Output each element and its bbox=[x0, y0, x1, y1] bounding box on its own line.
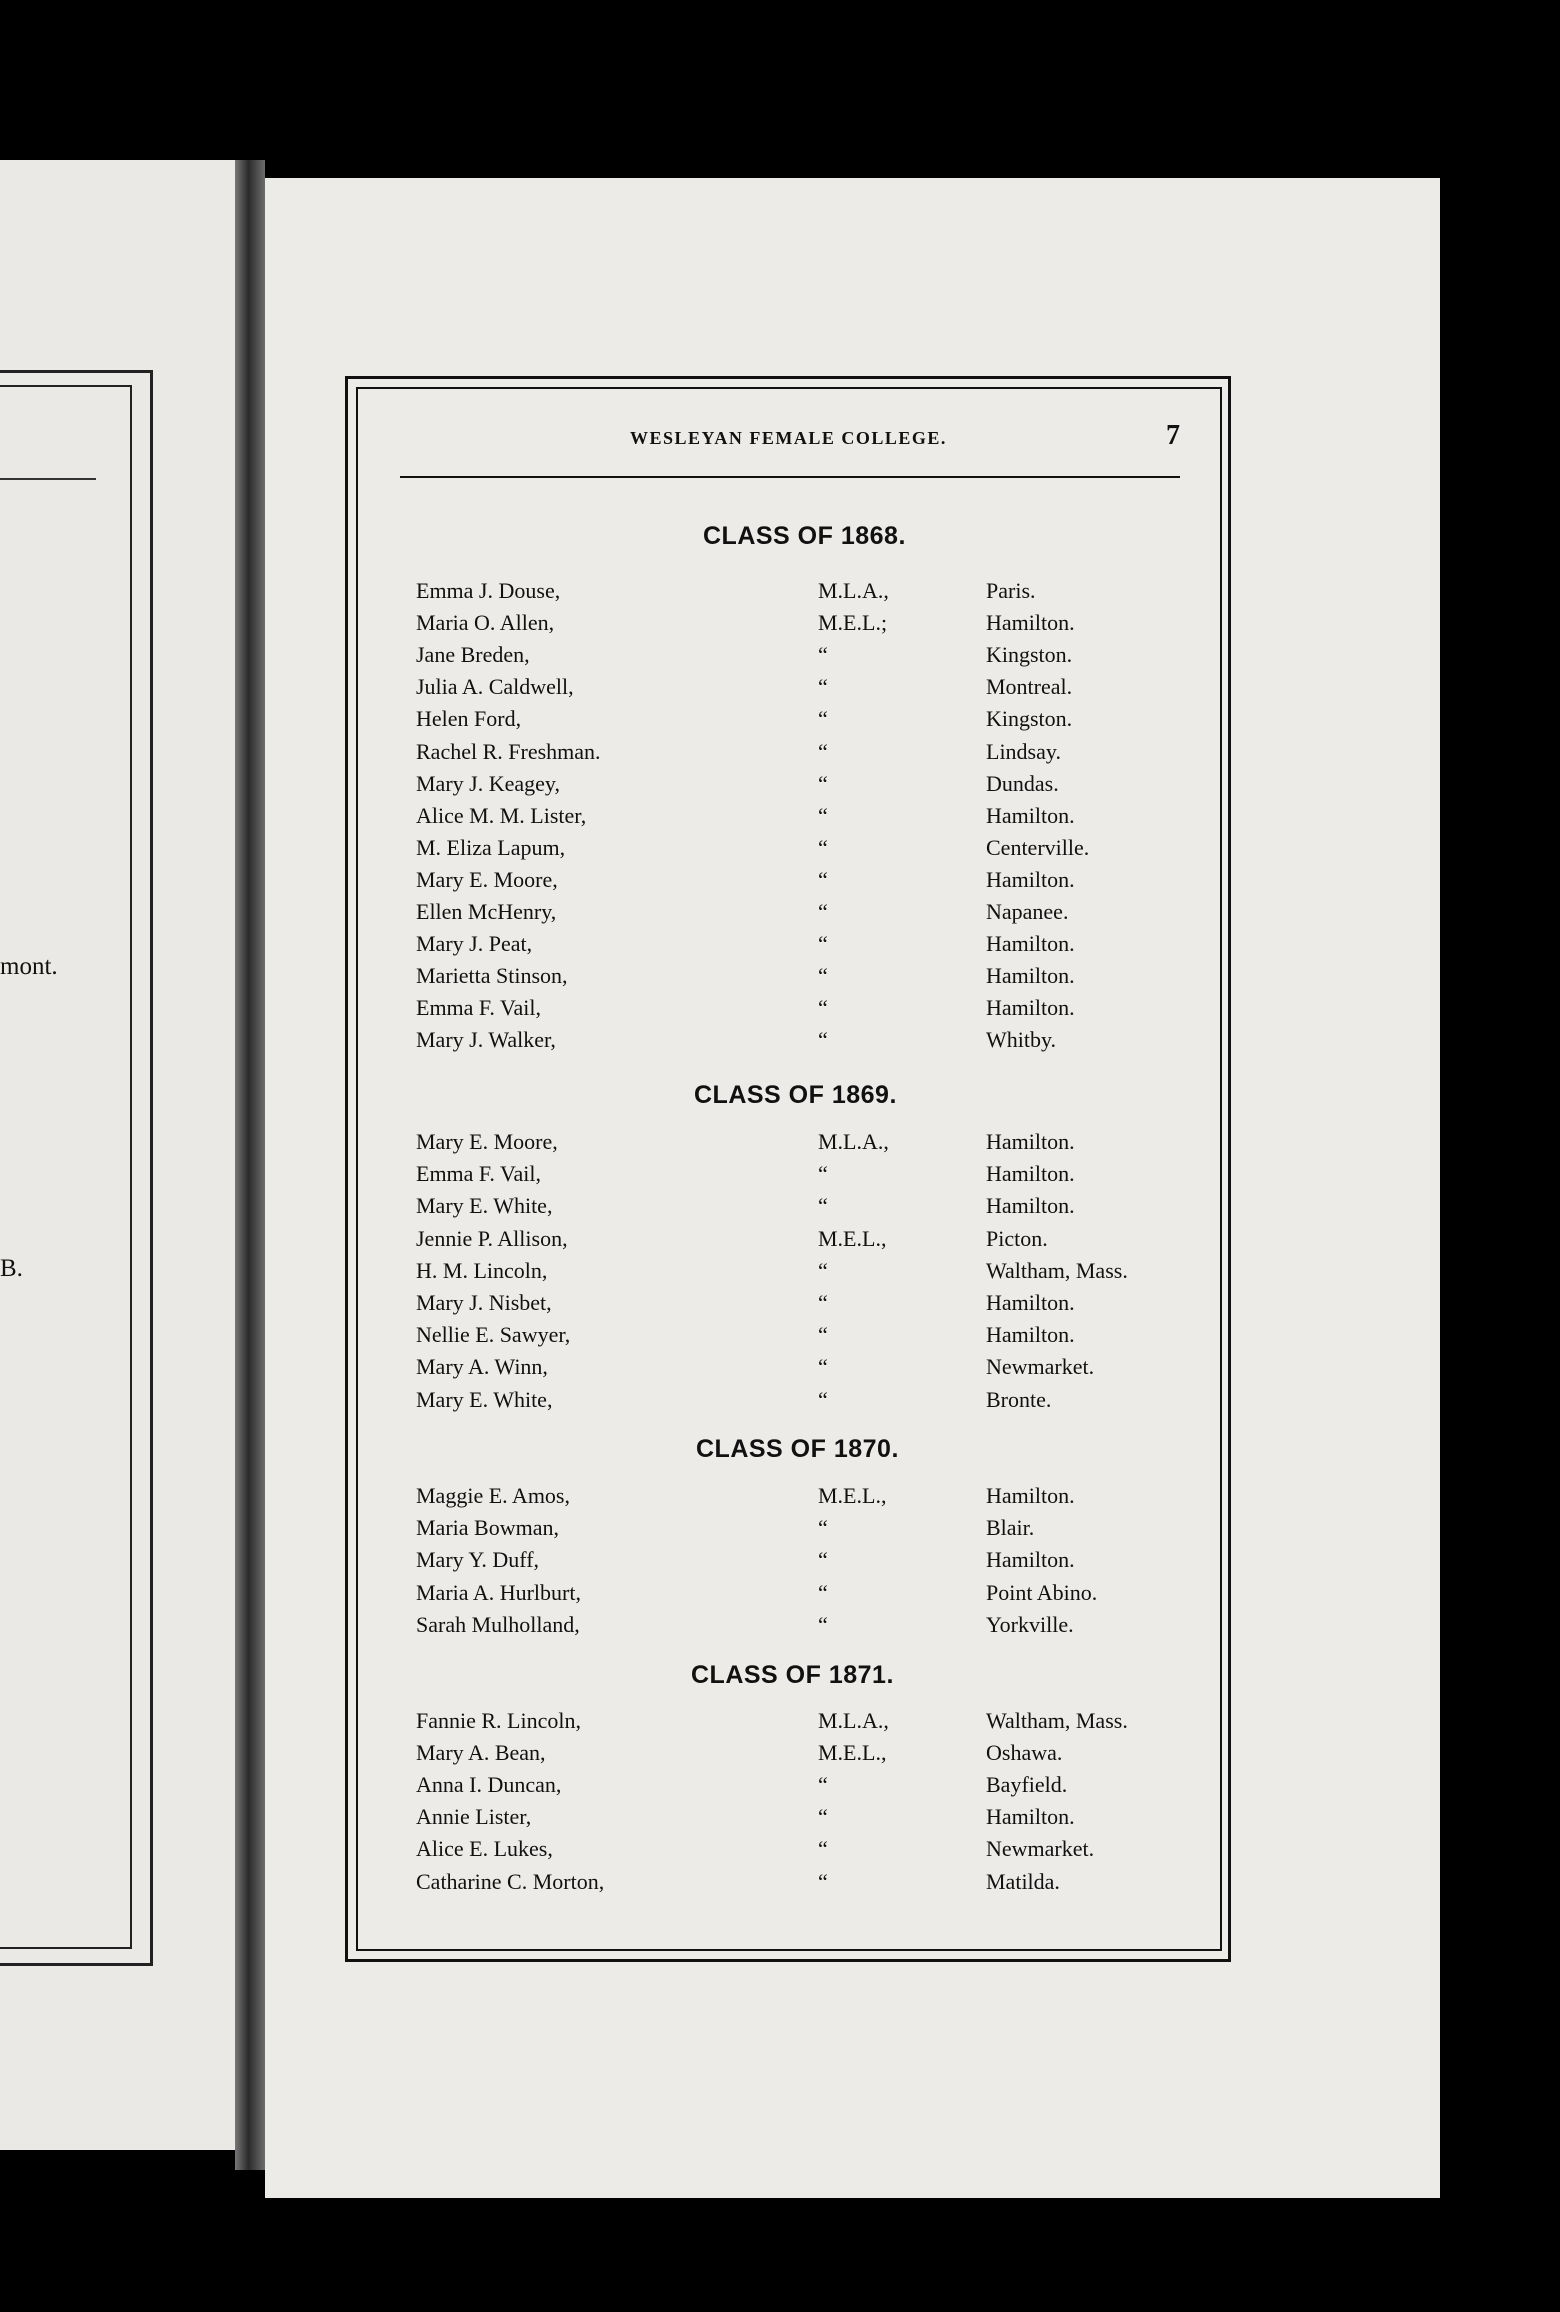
student-residence: Newmarket. bbox=[986, 1836, 1095, 1861]
student-degree: “ bbox=[818, 1354, 828, 1379]
student-name: Sarah Mulholland, bbox=[416, 1612, 580, 1637]
student-residence: Hamilton. bbox=[986, 1547, 1075, 1572]
student-row bbox=[0, 1387, 1560, 1417]
student-row bbox=[0, 803, 1560, 833]
student-residence: Hamilton. bbox=[986, 963, 1075, 988]
student-residence: Centerville. bbox=[986, 835, 1090, 860]
student-degree: “ bbox=[818, 706, 828, 731]
student-name: Emma F. Vail, bbox=[416, 995, 541, 1020]
student-degree: M.L.A., bbox=[818, 1708, 889, 1733]
student-row bbox=[0, 1226, 1560, 1256]
student-row bbox=[0, 1354, 1560, 1384]
previous-page-fragment: mont. bbox=[0, 953, 58, 980]
student-row bbox=[0, 1708, 1560, 1738]
student-name: Mary E. Moore, bbox=[416, 867, 558, 892]
student-residence: Bayfield. bbox=[986, 1772, 1068, 1797]
student-name: Jennie P. Allison, bbox=[416, 1226, 568, 1251]
student-name: Helen Ford, bbox=[416, 706, 522, 731]
student-row bbox=[0, 1161, 1560, 1191]
student-row bbox=[0, 867, 1560, 897]
student-name: Catharine C. Morton, bbox=[416, 1869, 605, 1894]
student-residence: Hamilton. bbox=[986, 1804, 1075, 1829]
student-name: Mary J. Nisbet, bbox=[416, 1290, 552, 1315]
student-name: Mary J. Walker, bbox=[416, 1027, 556, 1052]
student-row bbox=[0, 1322, 1560, 1352]
student-residence: Hamilton. bbox=[986, 610, 1075, 635]
previous-page-fragment: B. bbox=[0, 1255, 23, 1282]
student-name: Maria Bowman, bbox=[416, 1515, 559, 1540]
student-residence: Hamilton. bbox=[986, 1322, 1075, 1347]
student-degree: “ bbox=[818, 803, 828, 828]
student-name: Nellie E. Sawyer, bbox=[416, 1322, 571, 1347]
student-degree: “ bbox=[818, 1322, 828, 1347]
student-row bbox=[0, 899, 1560, 929]
student-row bbox=[0, 995, 1560, 1025]
student-name: Fannie R. Lincoln, bbox=[416, 1708, 581, 1733]
student-name: Maria A. Hurlburt, bbox=[416, 1580, 581, 1605]
student-residence: Newmarket. bbox=[986, 1354, 1095, 1379]
student-residence: Point Abino. bbox=[986, 1580, 1098, 1605]
class-heading: CLASS OF 1870. bbox=[696, 1435, 899, 1463]
student-name: Marietta Stinson, bbox=[416, 963, 568, 988]
student-degree: “ bbox=[818, 1580, 828, 1605]
student-degree: “ bbox=[818, 867, 828, 892]
student-residence: Kingston. bbox=[986, 706, 1073, 731]
student-name: Anna I. Duncan, bbox=[416, 1772, 562, 1797]
student-degree: M.E.L., bbox=[818, 1483, 887, 1508]
class-heading: CLASS OF 1868. bbox=[703, 522, 906, 550]
student-degree: “ bbox=[818, 674, 828, 699]
student-name: Alice M. M. Lister, bbox=[416, 803, 587, 828]
student-row bbox=[0, 1515, 1560, 1545]
student-row bbox=[0, 1772, 1560, 1802]
student-residence: Yorkville. bbox=[986, 1612, 1074, 1637]
student-degree: “ bbox=[818, 995, 828, 1020]
student-degree: “ bbox=[818, 642, 828, 667]
student-degree: M.L.A., bbox=[818, 578, 889, 603]
student-residence: Whitby. bbox=[986, 1027, 1057, 1052]
student-residence: Picton. bbox=[986, 1226, 1048, 1251]
student-residence: Oshawa. bbox=[986, 1740, 1063, 1765]
student-row bbox=[0, 610, 1560, 640]
running-title: WESLEYAN FEMALE COLLEGE. bbox=[630, 428, 947, 448]
student-row bbox=[0, 642, 1560, 672]
student-name: Annie Lister, bbox=[416, 1804, 532, 1829]
student-residence: Hamilton. bbox=[986, 867, 1075, 892]
student-row bbox=[0, 1129, 1560, 1159]
student-degree: “ bbox=[818, 1193, 828, 1218]
student-residence: Hamilton. bbox=[986, 803, 1075, 828]
student-degree: “ bbox=[818, 771, 828, 796]
student-residence: Lindsay. bbox=[986, 739, 1061, 764]
student-name: Emma F. Vail, bbox=[416, 1161, 541, 1186]
student-residence: Blair. bbox=[986, 1515, 1035, 1540]
student-degree: “ bbox=[818, 1161, 828, 1186]
student-degree: “ bbox=[818, 1387, 828, 1412]
student-name: Jane Breden, bbox=[416, 642, 530, 667]
student-residence: Hamilton. bbox=[986, 1483, 1075, 1508]
student-degree: M.E.L., bbox=[818, 1740, 887, 1765]
student-degree: “ bbox=[818, 835, 828, 860]
student-name: Mary A. Bean, bbox=[416, 1740, 546, 1765]
student-residence: Waltham, Mass. bbox=[986, 1258, 1128, 1283]
student-row bbox=[0, 835, 1560, 865]
student-residence: Hamilton. bbox=[986, 1193, 1075, 1218]
student-row bbox=[0, 1580, 1560, 1610]
student-residence: Montreal. bbox=[986, 674, 1073, 699]
student-row bbox=[0, 1193, 1560, 1223]
student-row bbox=[0, 1869, 1560, 1899]
student-name: M. Eliza Lapum, bbox=[416, 835, 566, 860]
student-row bbox=[0, 771, 1560, 801]
student-name: Alice E. Lukes, bbox=[416, 1836, 553, 1861]
student-row bbox=[0, 739, 1560, 769]
student-degree: “ bbox=[818, 1772, 828, 1797]
student-name: H. M. Lincoln, bbox=[416, 1258, 548, 1283]
student-name: Mary E. White, bbox=[416, 1387, 553, 1412]
student-name: Mary Y. Duff, bbox=[416, 1547, 540, 1572]
student-name: Emma J. Douse, bbox=[416, 578, 561, 603]
student-degree: M.E.L., bbox=[818, 1226, 887, 1251]
student-degree: “ bbox=[818, 1547, 828, 1572]
student-row bbox=[0, 1290, 1560, 1320]
student-name: Ellen McHenry, bbox=[416, 899, 557, 924]
student-degree: M.L.A., bbox=[818, 1129, 889, 1154]
student-degree: “ bbox=[818, 899, 828, 924]
student-row bbox=[0, 1836, 1560, 1866]
student-degree: “ bbox=[818, 1836, 828, 1861]
student-row bbox=[0, 1483, 1560, 1513]
student-degree: “ bbox=[818, 1027, 828, 1052]
student-residence: Hamilton. bbox=[986, 1290, 1075, 1315]
header-rule bbox=[400, 476, 1180, 478]
student-residence: Hamilton. bbox=[986, 1161, 1075, 1186]
student-row bbox=[0, 706, 1560, 736]
student-name: Mary J. Peat, bbox=[416, 931, 533, 956]
student-degree: “ bbox=[818, 931, 828, 956]
student-degree: “ bbox=[818, 1804, 828, 1829]
student-residence: Kingston. bbox=[986, 642, 1073, 667]
student-name: Mary A. Winn, bbox=[416, 1354, 548, 1379]
student-residence: Hamilton. bbox=[986, 995, 1075, 1020]
student-degree: “ bbox=[818, 1290, 828, 1315]
student-residence: Napanee. bbox=[986, 899, 1069, 924]
student-row bbox=[0, 1612, 1560, 1642]
student-residence: Hamilton. bbox=[986, 1129, 1075, 1154]
class-heading: CLASS OF 1869. bbox=[694, 1081, 897, 1109]
student-row bbox=[0, 1027, 1560, 1057]
student-row bbox=[0, 674, 1560, 704]
student-row bbox=[0, 1804, 1560, 1834]
previous-page-rule bbox=[0, 478, 96, 480]
student-row bbox=[0, 931, 1560, 961]
student-row bbox=[0, 963, 1560, 993]
student-row bbox=[0, 1547, 1560, 1577]
student-residence: Paris. bbox=[986, 578, 1036, 603]
student-name: Rachel R. Freshman. bbox=[416, 739, 601, 764]
student-row bbox=[0, 1740, 1560, 1770]
student-name: Maria O. Allen, bbox=[416, 610, 555, 635]
student-degree: “ bbox=[818, 1258, 828, 1283]
student-degree: “ bbox=[818, 1869, 828, 1894]
class-heading: CLASS OF 1871. bbox=[691, 1661, 894, 1689]
student-name: Maggie E. Amos, bbox=[416, 1483, 570, 1508]
student-residence: Matilda. bbox=[986, 1869, 1060, 1894]
student-name: Mary J. Keagey, bbox=[416, 771, 560, 796]
student-name: Mary E. Moore, bbox=[416, 1129, 558, 1154]
student-degree: “ bbox=[818, 1612, 828, 1637]
student-residence: Dundas. bbox=[986, 771, 1059, 796]
student-degree: M.E.L.; bbox=[818, 610, 888, 635]
student-name: Julia A. Caldwell, bbox=[416, 674, 574, 699]
student-residence: Waltham, Mass. bbox=[986, 1708, 1128, 1733]
student-degree: “ bbox=[818, 963, 828, 988]
student-row bbox=[0, 1258, 1560, 1288]
student-residence: Bronte. bbox=[986, 1387, 1052, 1412]
student-degree: “ bbox=[818, 739, 828, 764]
student-degree: “ bbox=[818, 1515, 828, 1540]
student-name: Mary E. White, bbox=[416, 1193, 553, 1218]
student-row bbox=[0, 578, 1560, 608]
student-residence: Hamilton. bbox=[986, 931, 1075, 956]
page-number: 7 bbox=[1166, 420, 1180, 451]
